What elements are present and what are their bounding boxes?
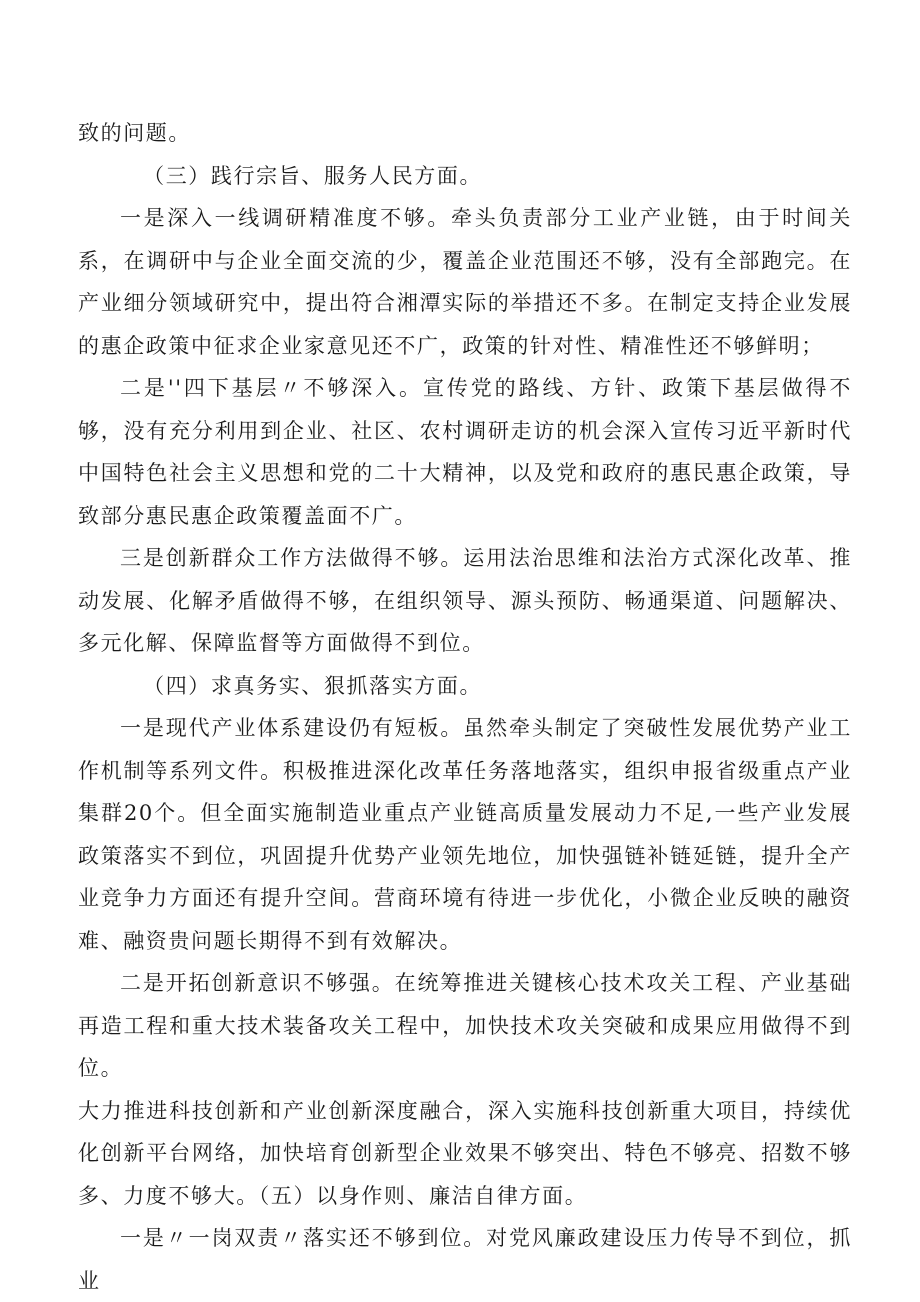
document-body bbox=[78, 112, 852, 1302]
paragraph: 大力推进科技创新和产业创新深度融合，深入实施科技创新重大项目，持续优化创新平台网络，加快培育创新型企业效果不够突出、特色不够亮、招数不够多、力度不够大。（五）以身作则、廉洁自律方面。 bbox=[78, 1098, 852, 1208]
paragraph: 二是开拓创新意识不够强。在统筹推进关键核心技术攻关工程、产业基础再造工程和重大技术装备攻关工程中，加快技术攻关突破和成果应用做得不到位。 bbox=[78, 971, 852, 1080]
paragraph: 二是''四下基层〃不够深入。宣传党的路线、方针、政策下基层做得不够，没有充分利用到企业、社区、农村调研走访的机会深入宣传习近平新时代中国特色社会主义思想和党的二十大精神，以及党和政府的惠民惠企政策，导致部分惠民惠企政策覆盖面不广。 bbox=[78, 376, 852, 528]
paragraph: 一是深入一线调研精准度不够。牵头负责部分工业产业链，由于时间关系，在调研中与企业全面交流的少，覆盖企业范围还不够，没有全部跑完。在产业细分领域研究中，提出符合湘潭实际的举措还不多。在制定支持企业发展的惠企政策中征求企业家意见还不广，政策的针对性、精准性还不够鲜明； bbox=[78, 206, 852, 358]
section-heading-4: （四）求真务实、狠抓落实方面。 bbox=[143, 673, 483, 698]
paragraph: 一是现代产业体系建设仍有短板。虽然牵头制定了突破性发展优势产业工作机制等系列文件。积极推进深化改革任务落地落实，组织申报省级重点产业集群20个。但全面实施制造业重点产业链高质量发展动力不足,一些产业发展政策落实不到位，巩固提升优势产业领先地位，加快强链补链延链，提升全产业竞争力方面还有提升空间。营商环境有待进一步优化，小微企业反映的融资难、融资贵问题长期得不到有效解决。 bbox=[78, 716, 852, 953]
paragraph: 三是创新群众工作方法做得不够。运用法治思维和法治方式深化改革、推动发展、化解矛盾做得不够，在组织领导、源头预防、畅通渠道、问题解决、多元化解、保障监督等方面做得不到位。 bbox=[78, 546, 852, 655]
paragraph: 一是〃一岗双责〃落实还不够到位。对党风廉政建设压力传导不到位，抓业 bbox=[78, 1226, 852, 1293]
paragraph-continuation: 致的问题。 bbox=[78, 121, 191, 145]
section-heading-3: （三）践行宗旨、服务人民方面。 bbox=[143, 163, 483, 188]
